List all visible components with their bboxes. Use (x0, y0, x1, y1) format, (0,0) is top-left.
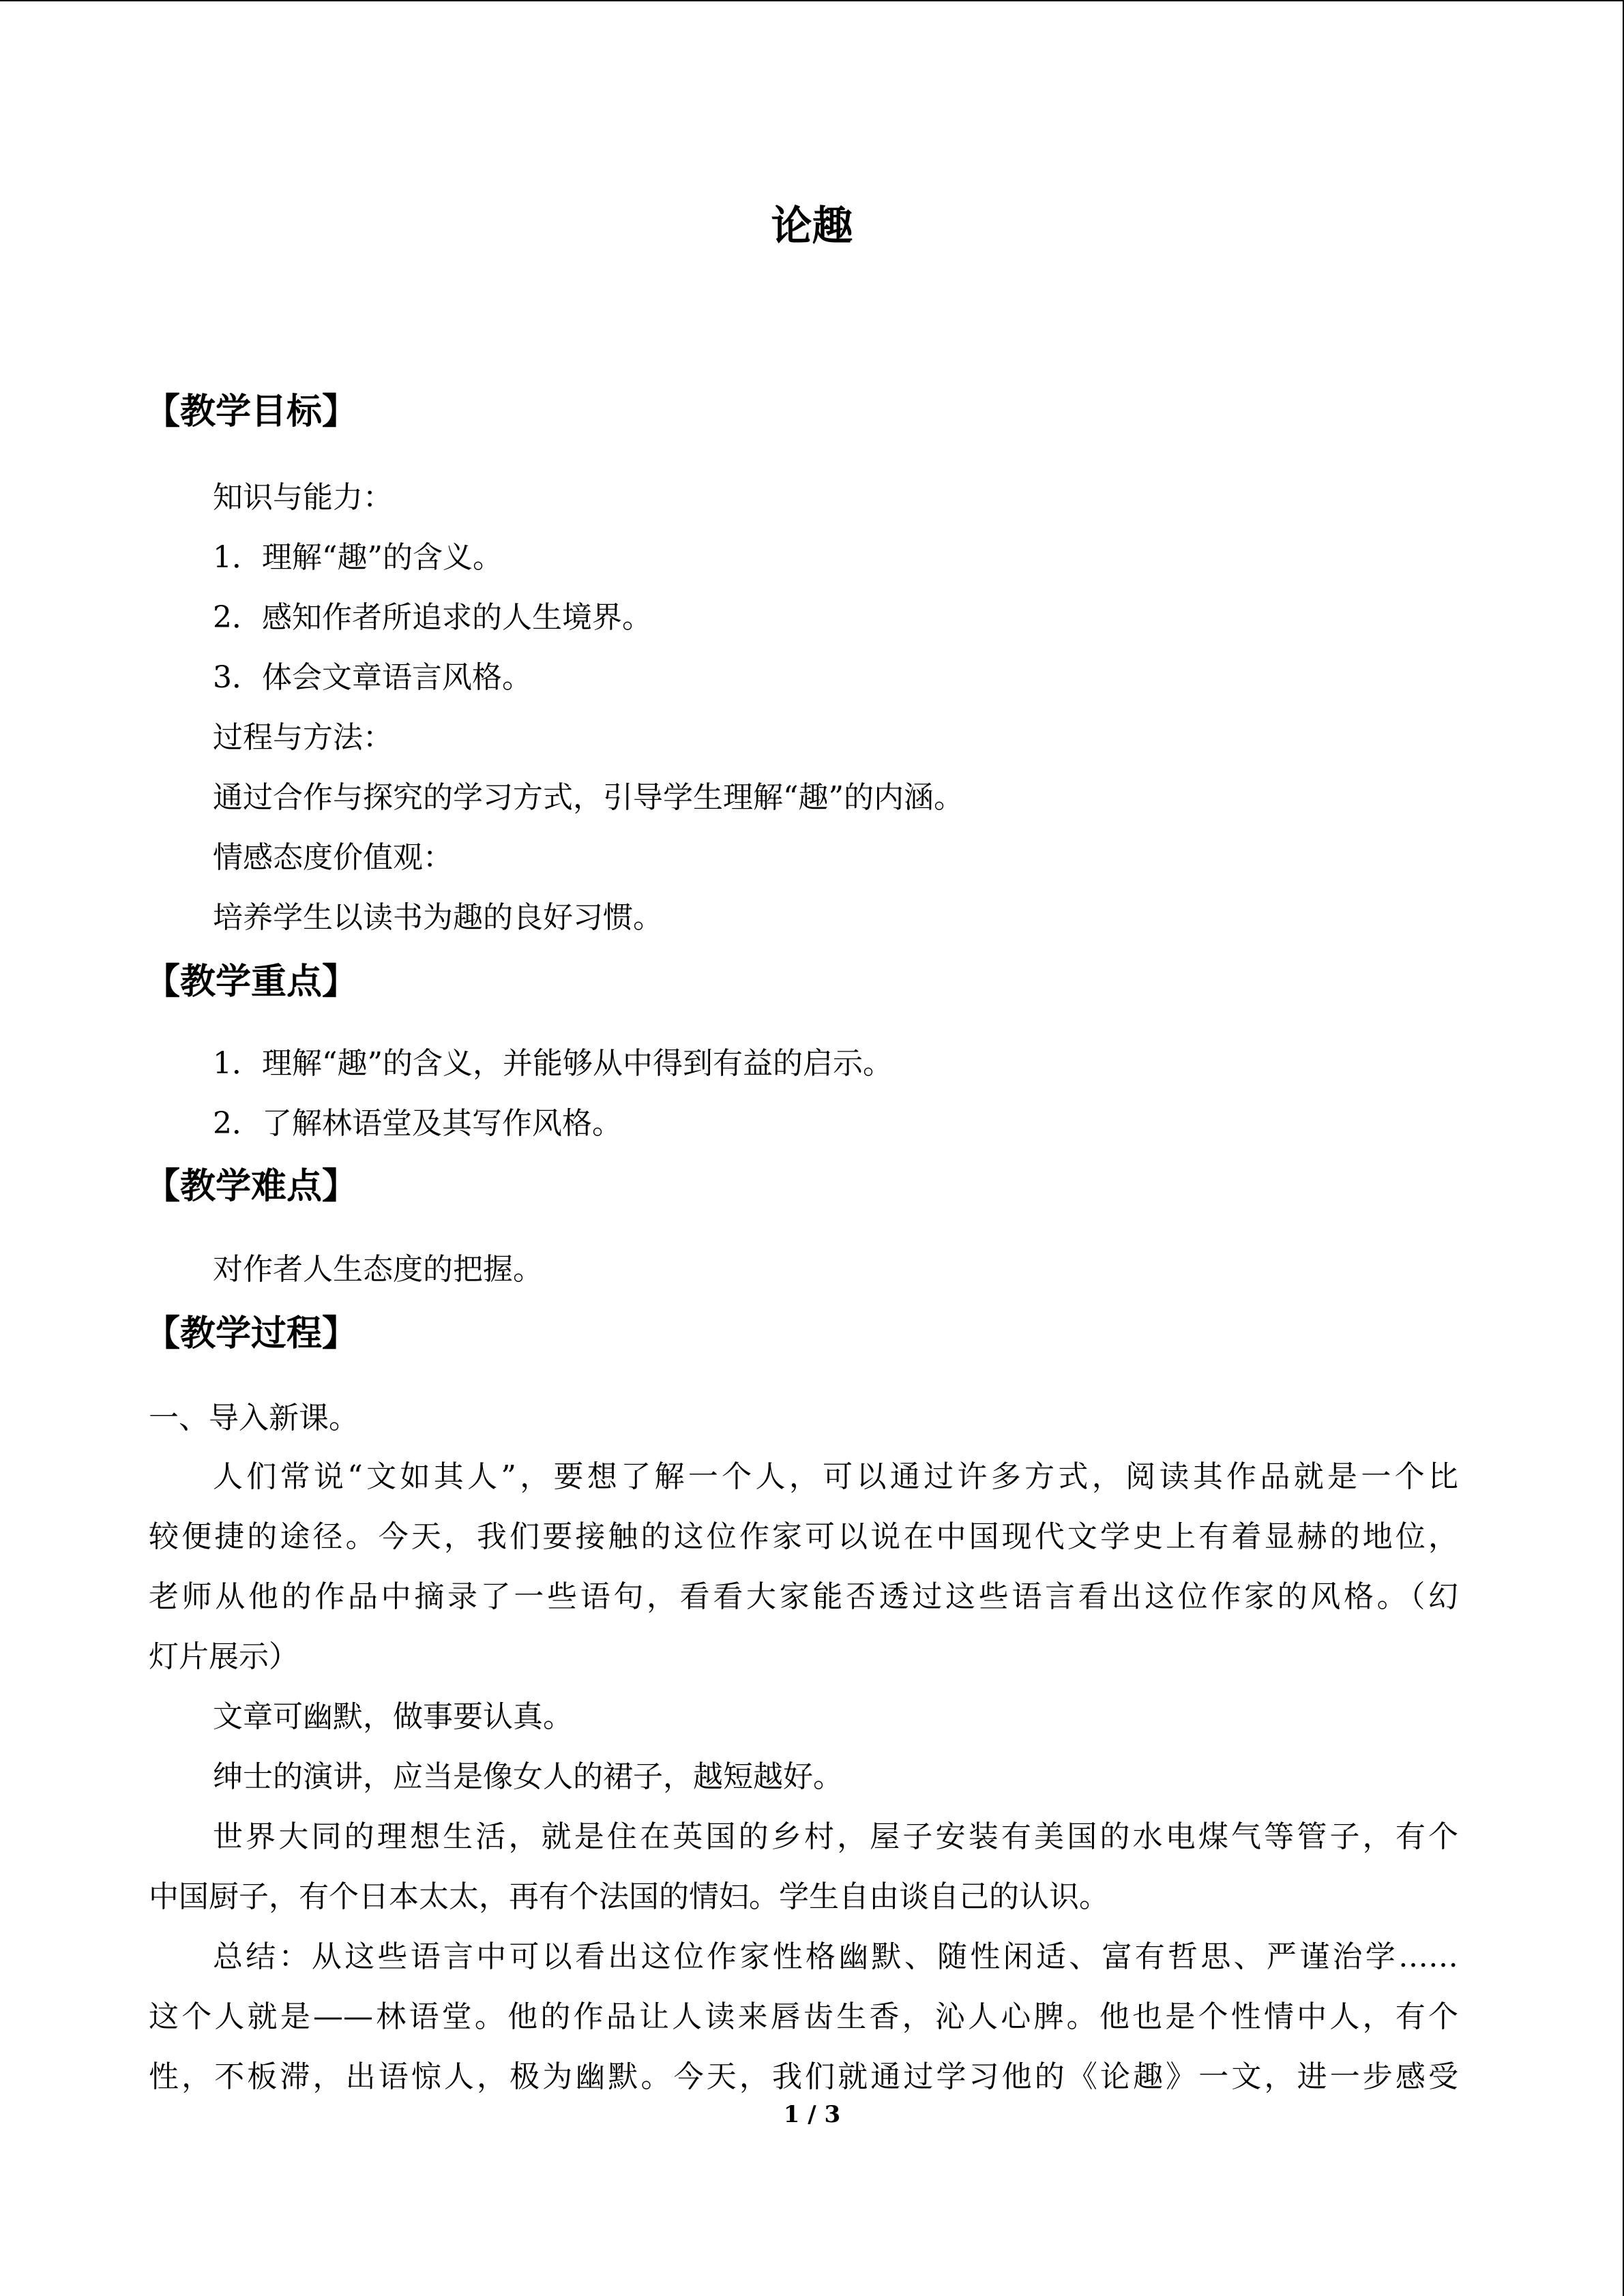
process-line: 较便捷的途径。今天，我们要接触的这位作家可以说在中国现代文学史上有着显赫的地位， (149, 1519, 1458, 1554)
process-line: 灯片展示） (149, 1639, 299, 1674)
process-line: 性，不板滞，出语惊人，极为幽默。今天，我们就通过学习他的《论趣》一文，进一步感受 (149, 2059, 1458, 2094)
objectives-line: 2．感知作者所追求的人生境界。 (213, 600, 652, 635)
key-points-line: 1．理解“趣”的含义，并能够从中得到有益的启示。 (213, 1046, 893, 1081)
objectives-line: 通过合作与探究的学习方式，引导学生理解“趣”的内涵。 (213, 780, 964, 815)
objectives-line: 情感态度价值观： (213, 840, 453, 875)
key-points-line: 2．了解林语堂及其写作风格。 (213, 1106, 622, 1141)
process-line: 一、导入新课。 (149, 1401, 359, 1435)
objectives-line: 3．体会文章语言风格。 (213, 660, 532, 695)
section-heading-difficulties: 【教学难点】 (145, 1166, 358, 1207)
section-heading-process: 【教学过程】 (145, 1313, 358, 1354)
objectives-line: 培养学生以读书为趣的良好习惯。 (213, 900, 663, 935)
difficulties-line: 对作者人生态度的把握。 (213, 1252, 543, 1287)
objectives-line: 1．理解“趣”的含义。 (213, 540, 503, 575)
objectives-line: 知识与能力： (213, 480, 393, 515)
process-line: 绅士的演讲，应当是像女人的裙子，越短越好。 (213, 1759, 843, 1794)
process-line: 这个人就是——林语堂。他的作品让人读来唇齿生香，沁人心脾。他也是个性情中人，有个 (149, 1999, 1458, 2034)
section-heading-objectives: 【教学目标】 (145, 391, 358, 432)
process-line: 老师从他的作品中摘录了一些语句，看看大家能否透过这些语言看出这位作家的风格。（幻 (149, 1579, 1458, 1614)
page-title: 论趣 (771, 203, 853, 250)
process-line: 世界大同的理想生活，就是住在英国的乡村，屋子安装有美国的水电煤气等管子，有个 (213, 1819, 1458, 1854)
process-line: 文章可幽默，做事要认真。 (213, 1699, 573, 1734)
process-line: 人们常说“文如其人”，要想了解一个人，可以通过许多方式，阅读其作品就是一个比 (213, 1459, 1458, 1494)
section-heading-key-points: 【教学重点】 (145, 961, 358, 1002)
page-number: 1 / 3 (783, 2101, 841, 2128)
objectives-line: 过程与方法： (213, 720, 393, 755)
process-line: 总结：从这些语言中可以看出这位作家性格幽默、随性闲适、富有哲思、严谨治学…… (213, 1939, 1458, 1974)
process-line: 中国厨子，有个日本太太，再有个法国的情妇。学生自由谈自己的认识。 (149, 1879, 1109, 1914)
